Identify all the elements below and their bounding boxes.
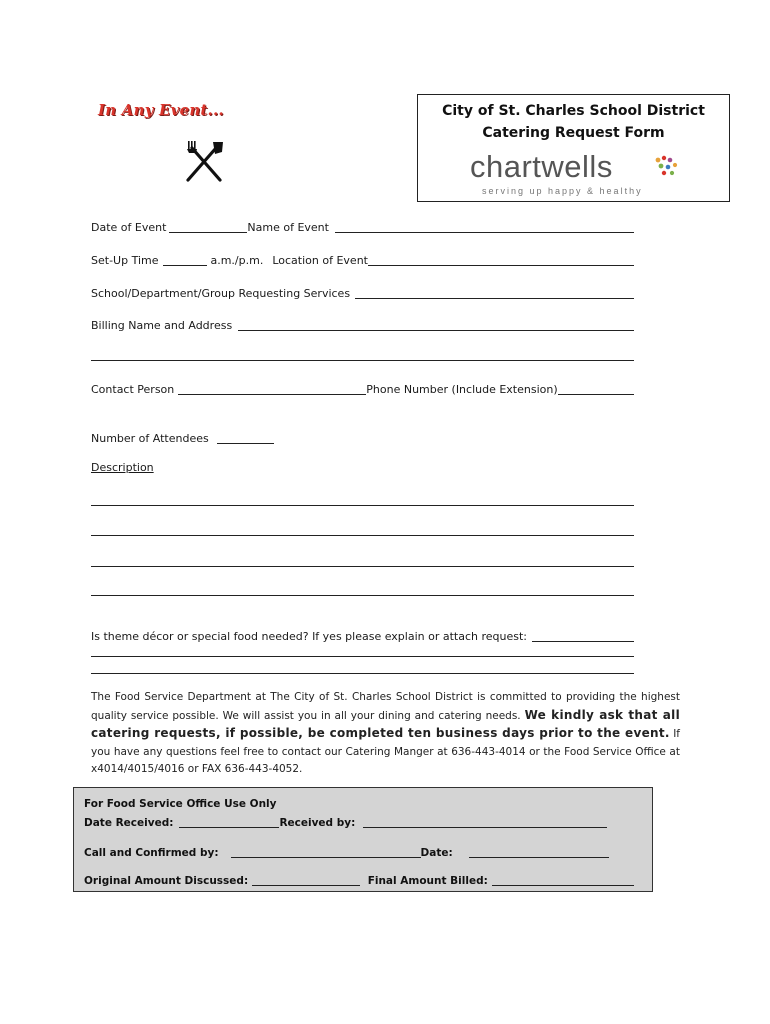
date-field[interactable] <box>469 846 609 858</box>
theme-line-3[interactable] <box>91 673 634 674</box>
brand-tagline: serving up happy & healthy <box>482 186 643 196</box>
row-setup-location <box>91 251 634 267</box>
original-amount-label: Original Amount Discussed: <box>84 875 249 887</box>
contact-person-field[interactable] <box>178 383 366 395</box>
fork-knife-icon <box>182 140 226 186</box>
school-dept-field[interactable] <box>355 287 634 299</box>
setup-time-field[interactable] <box>163 254 207 266</box>
form-title: Catering Request Form <box>482 125 665 141</box>
theme-question-label: Is theme décor or special food needed? If yes please explain or attach request: <box>91 630 528 643</box>
location-field[interactable] <box>368 254 634 266</box>
final-amount-field[interactable] <box>492 874 634 886</box>
attendees-label: Number of Attendees <box>91 432 209 445</box>
header-box <box>417 94 730 202</box>
date-received-label: Date Received: <box>84 817 174 829</box>
row-contact-phone <box>91 380 634 396</box>
brand-dots-icon <box>652 155 682 179</box>
description-line-2[interactable] <box>91 535 634 536</box>
location-label: Location of Event <box>272 254 368 267</box>
theme-field[interactable] <box>532 630 634 642</box>
office-row-confirmed <box>84 844 634 859</box>
office-use-box <box>73 787 653 892</box>
office-heading-row <box>84 795 634 810</box>
row-attendees <box>91 429 634 445</box>
policy-text-1: The Food Service Department at The City of St. Charles School District is committed to providing the highest quality service possible. We will assist you in all your dining and catering needs. <box>91 691 680 722</box>
brand-logo-text: chartwells <box>470 149 613 184</box>
office-use-heading: For Food Service Office Use Only <box>84 798 277 810</box>
call-confirmed-label: Call and Confirmed by: <box>84 847 219 859</box>
office-row-received <box>84 814 634 829</box>
received-by-field[interactable] <box>363 816 607 828</box>
name-of-event-field[interactable] <box>335 221 634 233</box>
name-of-event-label: Name of Event <box>247 221 329 234</box>
date-of-event-field[interactable] <box>169 221 247 233</box>
phone-field[interactable] <box>558 383 634 395</box>
row-date-name <box>91 218 634 234</box>
setup-time-label: Set-Up Time <box>91 254 159 267</box>
office-row-amounts <box>84 872 634 887</box>
ampm-label: a.m./p.m. <box>210 254 264 267</box>
policy-text-2: If you have any questions feel free to contact our Catering Manger at 636-443-4014 or the Food Service Office at x4014/4015/4016 or FAX 636-443-4052. <box>91 728 680 775</box>
policy-paragraph <box>91 689 680 779</box>
slogan: In Any Event... <box>98 101 224 119</box>
row-school-dept <box>91 284 634 300</box>
description-line-1[interactable] <box>91 505 634 506</box>
call-confirmed-field[interactable] <box>231 846 421 858</box>
description-line-4[interactable] <box>91 595 634 596</box>
phone-label: Phone Number (Include Extension) <box>366 383 558 396</box>
school-dept-label: School/Department/Group Requesting Services <box>91 287 351 300</box>
billing-label: Billing Name and Address <box>91 319 233 332</box>
date-label: Date: <box>420 847 453 859</box>
final-amount-label: Final Amount Billed: <box>367 875 488 887</box>
description-line-3[interactable] <box>91 566 634 567</box>
district-title: City of St. Charles School District <box>442 103 705 119</box>
description-label: Description <box>91 461 154 474</box>
contact-person-label: Contact Person <box>91 383 175 396</box>
received-by-label: Received by: <box>279 817 356 829</box>
billing-field-line2[interactable] <box>91 360 634 361</box>
row-billing <box>91 316 634 332</box>
attendees-field[interactable] <box>217 432 274 444</box>
date-received-field[interactable] <box>179 816 279 828</box>
row-theme <box>91 627 634 643</box>
policy-bold-text: We kindly ask that all catering requests, if possible, be completed ten business days prior to the event. <box>91 707 680 740</box>
billing-field[interactable] <box>238 319 634 331</box>
date-of-event-label: Date of Event <box>91 221 167 234</box>
theme-line-2[interactable] <box>91 656 634 657</box>
original-amount-field[interactable] <box>252 874 360 886</box>
